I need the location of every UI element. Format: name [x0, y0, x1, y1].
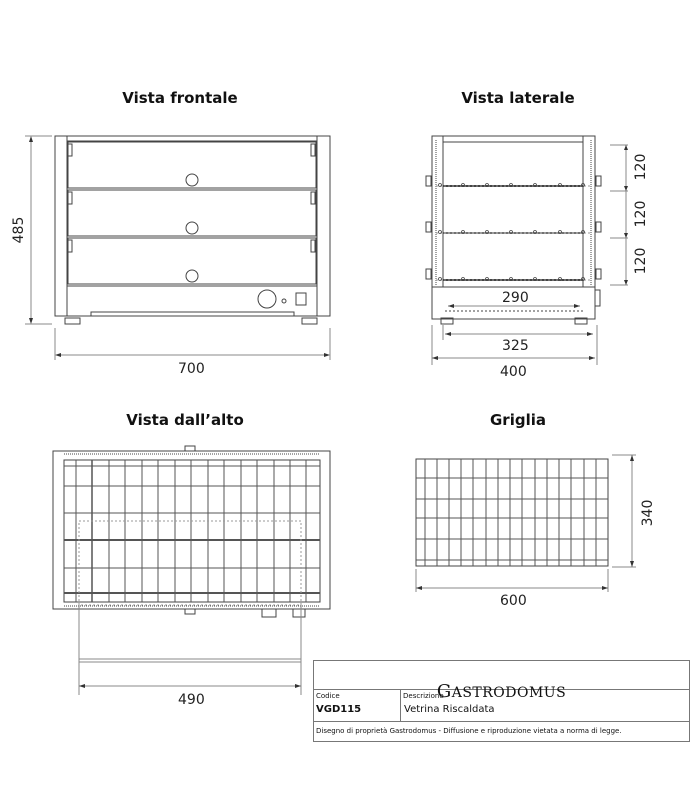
side-view-drawing	[426, 136, 628, 365]
grid-height-dim: 340	[640, 499, 656, 527]
side-view-title: Vista laterale	[461, 89, 575, 107]
top-view-title: Vista dall’alto	[126, 411, 244, 429]
copyright-notice: Disegno di proprietà Gastrodomus - Diffusione e riproduzione vietata a norma di legge.	[316, 727, 622, 735]
front-width-dim: 700	[178, 361, 205, 377]
side-width-dim: 400	[500, 364, 527, 380]
side-feet-dim: 325	[502, 338, 529, 354]
front-view-drawing	[25, 136, 330, 360]
title-block	[313, 660, 690, 742]
side-shelf-dim-1: 120	[633, 153, 649, 181]
grid-drawing	[416, 455, 636, 592]
side-shelf-dim-3: 120	[633, 247, 649, 275]
top-view-drawing	[53, 446, 330, 695]
brand-name: ASTRODOMUS	[451, 685, 567, 701]
grid-width-dim: 600	[500, 593, 527, 609]
front-height-dim: 485	[11, 216, 27, 244]
brand-initial: G	[436, 681, 452, 702]
description-label: Descrizione	[403, 692, 444, 700]
code-value: VGD115	[316, 704, 362, 715]
side-shelf-dim-2: 120	[633, 200, 649, 228]
side-inner-dim: 290	[502, 290, 529, 306]
description-value: Vetrina Riscaldata	[404, 704, 495, 715]
top-width-dim: 490	[178, 692, 205, 708]
grid-view-title: Griglia	[490, 411, 546, 429]
code-label: Codice	[316, 692, 340, 700]
front-view-title: Vista frontale	[122, 89, 238, 107]
